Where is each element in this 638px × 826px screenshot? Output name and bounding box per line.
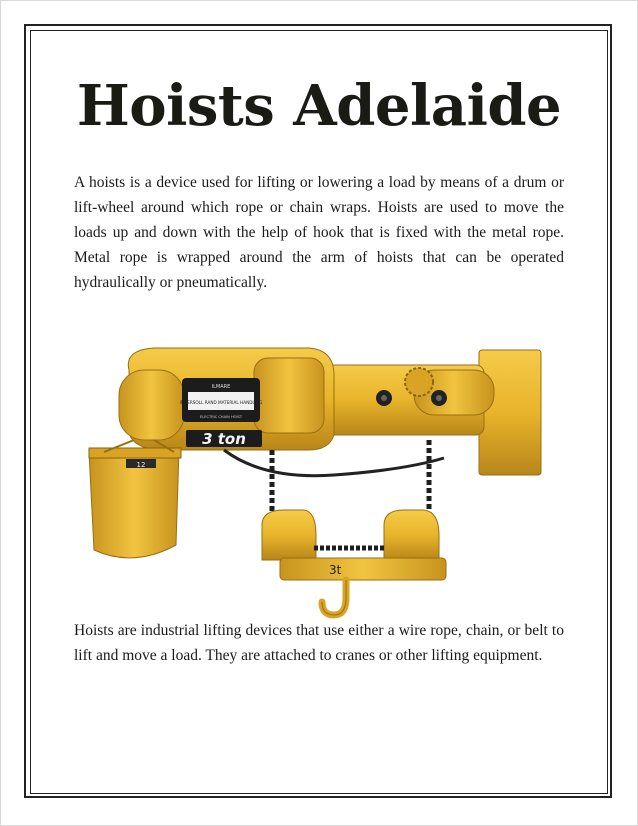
capacity-label: 3 ton xyxy=(202,430,246,448)
trolley-gear xyxy=(405,368,433,396)
hook-label: 3t xyxy=(329,563,342,577)
hoist-image xyxy=(84,340,558,620)
hook xyxy=(322,580,346,615)
intro-paragraph: A hoists is a device used for lifting or lowering a load by means of a drum or lift-wheel around which rope or chain wraps. Hoists are used to move the loads up and down with the help of hook that is fixed with the metal rope. Metal rope is wrapped around the arm of hoists that can be operated hydraulically or pneumatically. xyxy=(74,174,564,291)
bottom-block-left xyxy=(262,510,316,560)
hoist-motor xyxy=(119,370,184,440)
bottom-block-right xyxy=(384,510,439,560)
closing-paragraph: Hoists are industrial lifting devices that use either a wire rope, chain, or belt to lift and move a load. They are attached to cranes or other lifting equipment. xyxy=(74,622,564,664)
brand-plate-top: ILMARE xyxy=(211,384,231,390)
brand-plate-bottom: ELECTRIC CHAIN HOIST xyxy=(199,415,243,419)
gearbox-end xyxy=(254,358,324,433)
brand-plate-text: INGERSOLL RAND MATERIAL HANDLING xyxy=(179,400,263,405)
chain-bag-tag-text: 12 xyxy=(136,461,146,469)
trolley-side-plate xyxy=(479,350,541,475)
power-cable xyxy=(224,450,444,476)
bottom-bar xyxy=(280,558,446,580)
document-title: Hoists Adelaide xyxy=(76,73,562,139)
